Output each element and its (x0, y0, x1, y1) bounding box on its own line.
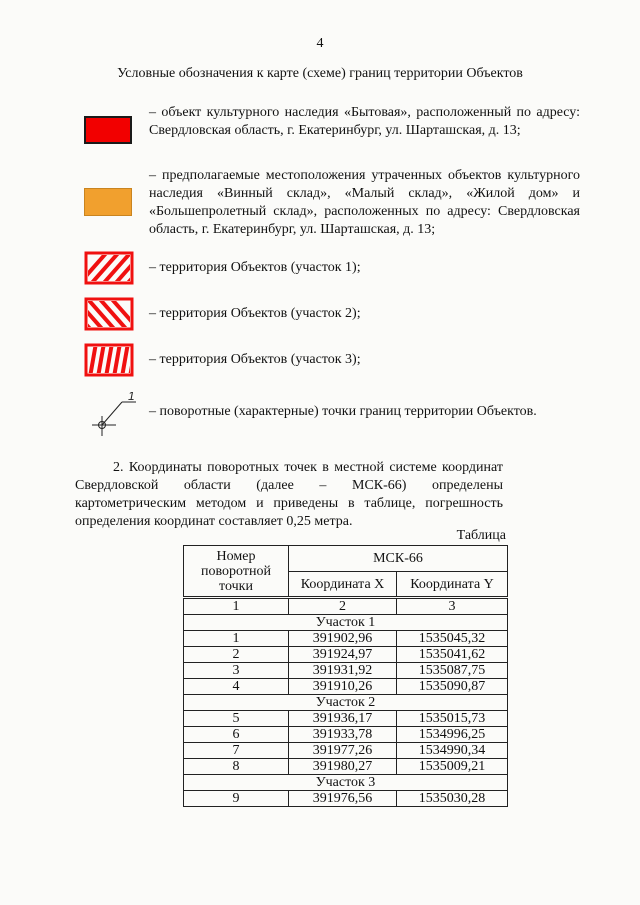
coordinate-x-cell: 391976,56 (289, 791, 397, 807)
legend-item-turning-points (80, 392, 620, 440)
legend-text-lost-objects: – предполагаемые местоположения утраченных объектов культурного наследия «Винный склад», «Малый склад», «Жилой дом» и «Большепролетный склад», расположенных по адресу: Свердловская область, г. Екатеринбург, ул. Шарташская, д. 13; (149, 168, 580, 237)
point-number-cell: 6 (184, 727, 289, 743)
column-number-cell: 1 (184, 598, 289, 615)
table-row (184, 631, 508, 647)
coordinates-paragraph (75, 459, 503, 531)
coordinate-x-cell: 391910,26 (289, 679, 397, 695)
legend-item-cultural-object (80, 103, 620, 159)
legend-item-territory-3 (80, 342, 620, 378)
coordinate-x-cell: 391933,78 (289, 727, 397, 743)
table-row (184, 743, 508, 759)
legend-text-turning-points: – поворотные (характерные) точки границ территории Объектов. (149, 404, 537, 419)
table-row (184, 663, 508, 679)
hatch-forward-swatch (84, 251, 134, 285)
coordinate-y-cell: 1535045,32 (397, 631, 508, 647)
section-title: Участок 3 (184, 775, 508, 791)
legend-item-territory-2 (80, 296, 620, 332)
legend-item-territory-1 (80, 250, 620, 286)
turning-point-label: 1 (128, 392, 135, 403)
header-coordinate-system: МСК-66 (289, 546, 508, 572)
legend-text-cultural-object: – объект культурного наследия «Бытовая», расположенный по адресу: Свердловская область, г. Екатеринбург, ул. Шарташская, д. 13; (149, 105, 580, 138)
coordinate-x-cell: 391980,27 (289, 759, 397, 775)
hatch-vertical-swatch (84, 343, 134, 377)
turning-point-symbol (82, 392, 144, 438)
coordinate-y-cell: 1535090,87 (397, 679, 508, 695)
point-number-cell: 7 (184, 743, 289, 759)
column-number-row (184, 598, 508, 615)
red-object-swatch (84, 116, 132, 144)
table-row (184, 727, 508, 743)
legend-text-territory-1: – территория Объектов (участок 1); (149, 260, 361, 275)
table-row (184, 647, 508, 663)
column-number-cell: 2 (289, 598, 397, 615)
coordinate-x-cell: 391936,17 (289, 711, 397, 727)
point-number-cell: 3 (184, 663, 289, 679)
point-number-cell: 8 (184, 759, 289, 775)
coordinate-x-cell: 391931,92 (289, 663, 397, 679)
header-coordinate-x: Координата X (289, 572, 397, 598)
table-row (184, 759, 508, 775)
coordinate-y-cell: 1535030,28 (397, 791, 508, 807)
hatch-back-swatch (84, 297, 134, 331)
header-point-number: Номер поворотной точки (184, 546, 289, 598)
section-row (184, 695, 508, 711)
table-header-row (184, 546, 508, 572)
section-row (184, 775, 508, 791)
coordinate-x-cell: 391977,26 (289, 743, 397, 759)
coordinates-paragraph-text: 2. Координаты поворотных точек в местной системе координат Свердловской области (далее – МСК-66) определены картометрическим методом и приведены в таблице, погрешность определения координат составляет 0,25 метра. (75, 460, 503, 529)
coordinate-y-cell: 1534996,25 (397, 727, 508, 743)
legend-text-territory-2: – территория Объектов (участок 2); (149, 306, 361, 321)
section-title: Участок 2 (184, 695, 508, 711)
section-row (184, 615, 508, 631)
coordinate-y-cell: 1535015,73 (397, 711, 508, 727)
section-title: Участок 1 (184, 615, 508, 631)
point-number-cell: 2 (184, 647, 289, 663)
column-number-cell: 3 (397, 598, 508, 615)
table-row (184, 791, 508, 807)
orange-lost-objects-swatch (84, 188, 132, 216)
legend-text-territory-3: – территория Объектов (участок 3); (149, 352, 361, 367)
table-caption: Таблица (456, 528, 506, 543)
header-coordinate-y: Координата Y (397, 572, 508, 598)
table-row (184, 711, 508, 727)
coordinate-y-cell: 1535009,21 (397, 759, 508, 775)
coordinate-x-cell: 391902,96 (289, 631, 397, 647)
legend-heading: Условные обозначения к карте (схеме) границ территории Объектов (117, 66, 523, 81)
coordinate-y-cell: 1535087,75 (397, 663, 508, 679)
point-number-cell: 1 (184, 631, 289, 647)
page-number: 4 (316, 36, 324, 51)
point-number-cell: 9 (184, 791, 289, 807)
coordinate-x-cell: 391924,97 (289, 647, 397, 663)
point-number-cell: 5 (184, 711, 289, 727)
legend-item-lost-objects (80, 166, 620, 240)
coordinates-table (183, 545, 508, 807)
point-number-cell: 4 (184, 679, 289, 695)
coordinate-y-cell: 1534990,34 (397, 743, 508, 759)
table-row (184, 679, 508, 695)
coordinate-y-cell: 1535041,62 (397, 647, 508, 663)
